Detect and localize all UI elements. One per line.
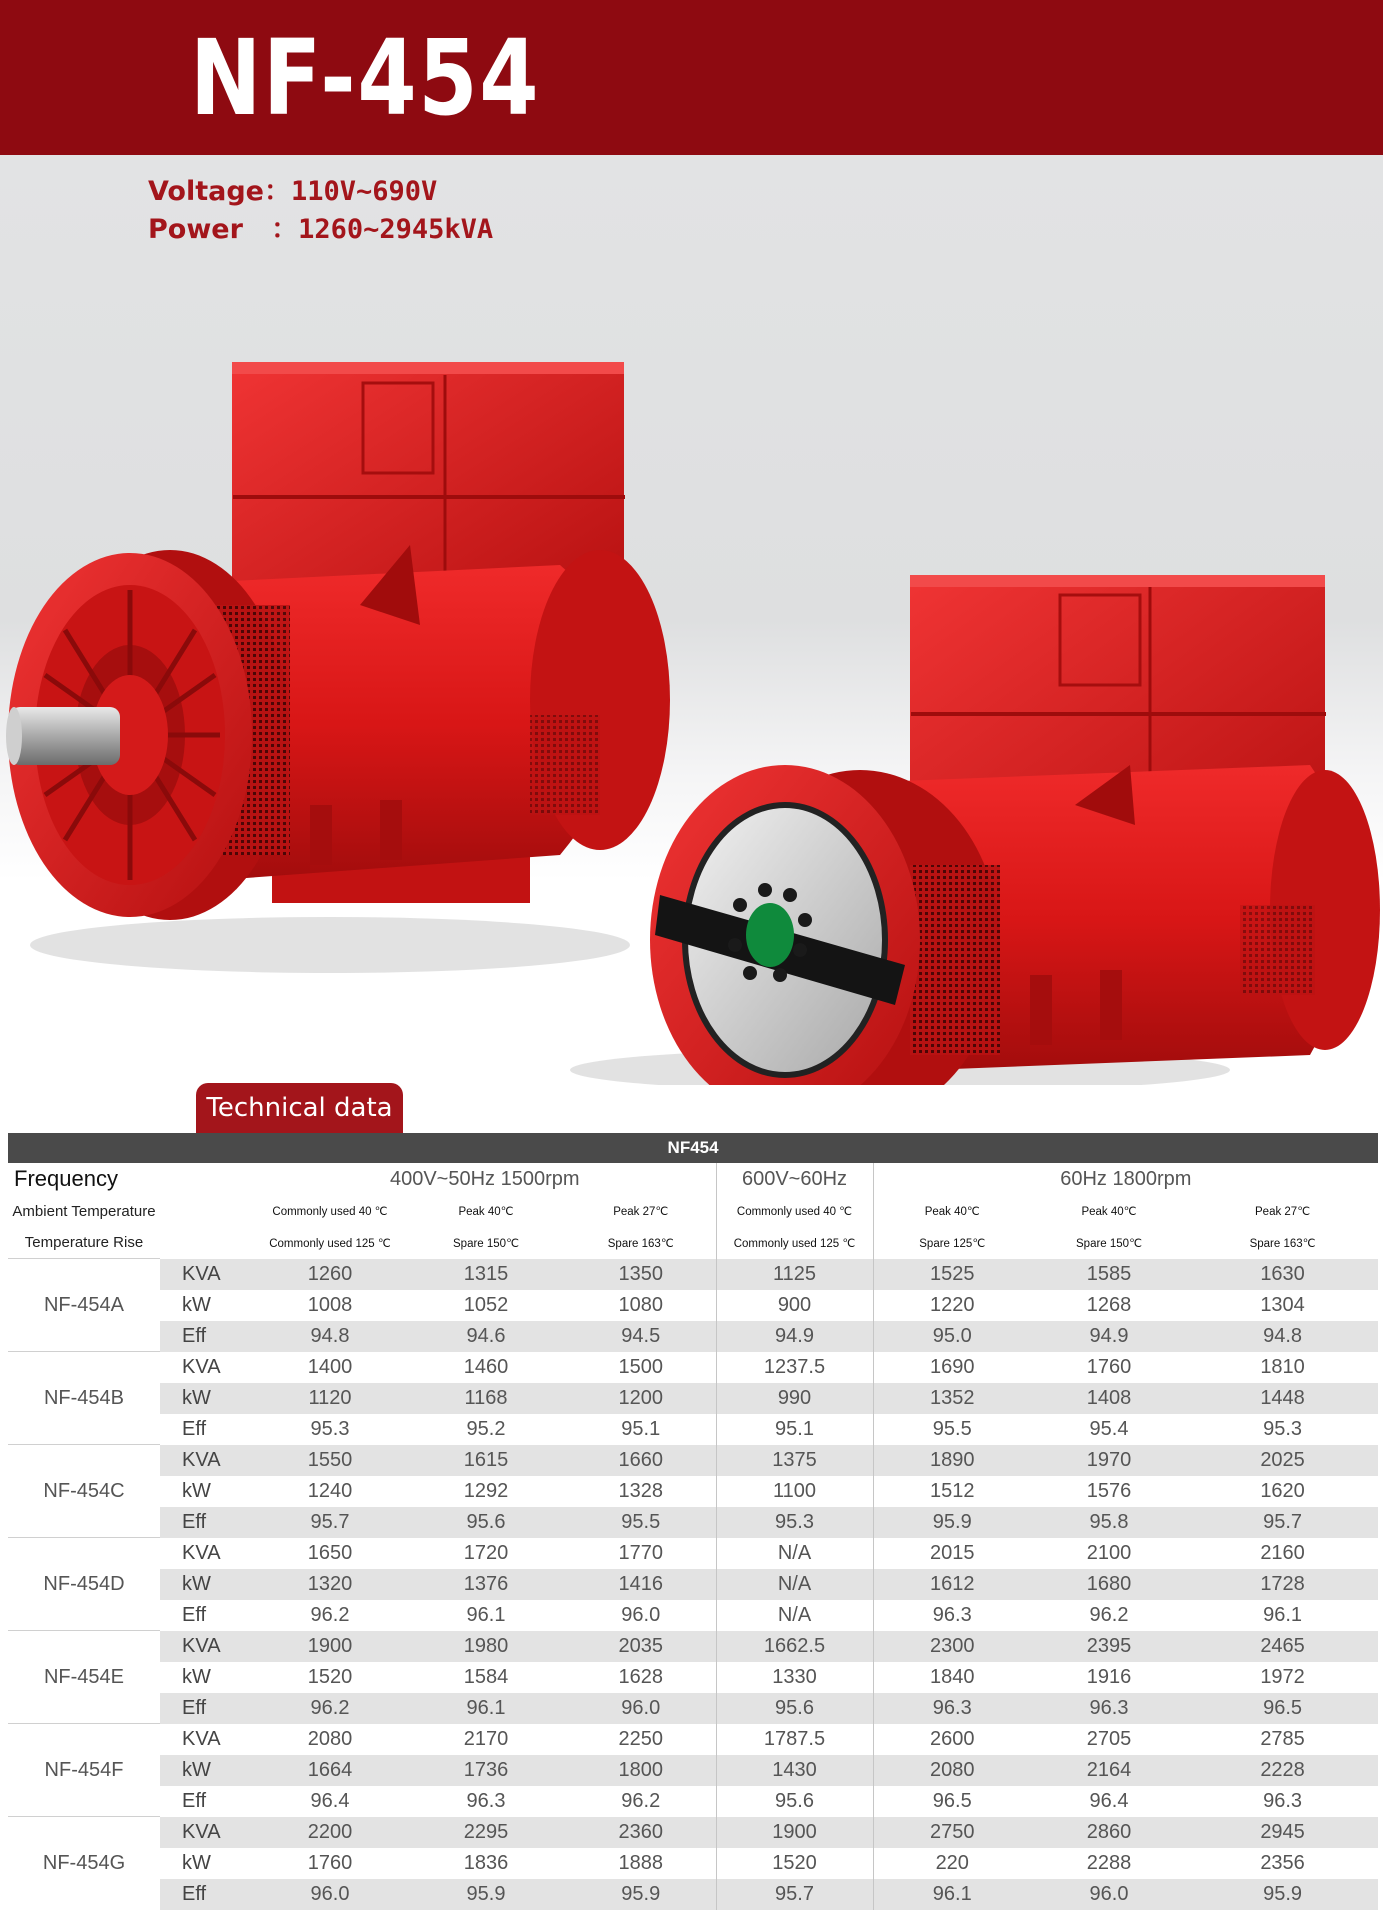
metric-label-cell: KVA [182,1355,221,1378]
value-cell: 1525 [873,1259,1031,1290]
value-cell: 1720 [463,1541,509,1564]
table-row [8,1879,1378,1910]
table-row [8,1848,1378,1879]
value-cell: 1052 [463,1293,509,1316]
value-cell: 95.6 [716,1693,873,1724]
value-cell: 95.9 [873,1507,1031,1538]
value-cell: 1660 [566,1445,716,1476]
ambient-cell: Peak 27℃ [1255,1206,1311,1218]
value-cell: 95.9 [566,1879,716,1910]
rise-cell: Commonly used 125 ℃ [269,1237,391,1250]
value-cell: 1350 [566,1259,716,1290]
ambient-temperature-label: Ambient Temperature [12,1202,156,1220]
value-cell: 95.8 [1031,1507,1187,1538]
metric-label-cell: Eff [160,1321,254,1352]
value-cell: 94.9 [1031,1321,1187,1352]
table-row [8,1352,1378,1383]
technical-data-tab: Technical data [196,1083,403,1133]
value-cell: 1304 [1260,1293,1305,1316]
value-cell: 1916 [1086,1665,1132,1688]
value-cell: 2025 [1187,1445,1378,1476]
metric-label-cell: kW [160,1383,254,1414]
value-cell: 2785 [1260,1727,1305,1750]
value-cell: 2035 [566,1631,716,1662]
metric-label-cell: Eff [160,1507,254,1538]
value-cell: 95.3 [1263,1417,1303,1440]
table-row [8,1321,1378,1352]
power-value: 1260~2945kVA [298,214,494,245]
table-title-row [8,1133,1378,1163]
voltage-label: Voltage： [148,176,291,207]
value-cell: 95.7 [254,1507,406,1538]
value-cell: 1080 [566,1290,716,1321]
value-cell: 96.0 [566,1693,716,1724]
value-cell: 2160 [1260,1541,1305,1564]
metric-label-cell: KVA [160,1445,254,1476]
value-cell: 1810 [1260,1355,1305,1378]
value-cell: 1512 [930,1479,975,1502]
value-cell: 1125 [716,1259,873,1290]
value-cell: 1728 [1187,1569,1378,1600]
frequency-row [8,1163,1378,1195]
table-row [8,1786,1378,1817]
value-cell: 1576 [1086,1479,1132,1502]
value-cell: 1980 [406,1631,566,1662]
value-cell: 96.1 [406,1693,566,1724]
value-cell: 1970 [1031,1445,1187,1476]
value-cell: 96.4 [310,1789,350,1812]
value-cell: 1836 [463,1851,509,1874]
value-cell: 1800 [566,1755,716,1786]
value-cell: 1664 [254,1755,406,1786]
ambient-cell: Commonly used 40 ℃ [272,1206,388,1218]
value-cell: 1430 [716,1755,873,1786]
table-row [8,1631,1378,1662]
value-cell: 990 [716,1383,873,1414]
value-cell: 1900 [254,1631,406,1662]
rise-cell: Spare 125℃ [919,1237,986,1250]
value-cell: 1615 [406,1445,566,1476]
model-name-cell: NF-454C [8,1445,160,1538]
value-cell: 1200 [566,1383,716,1414]
value-cell: 1972 [1260,1665,1305,1688]
value-cell: 1787.5 [716,1724,873,1755]
product-hero [0,155,1383,1085]
value-cell: 96.1 [466,1603,506,1626]
value-cell: 900 [716,1290,873,1321]
value-cell: 1760 [1086,1355,1132,1378]
metric-label-cell: Eff [160,1879,254,1910]
table-row [8,1383,1378,1414]
value-cell: 95.6 [716,1786,873,1817]
value-cell: 2164 [1031,1755,1187,1786]
metric-label-cell: kW [182,1665,211,1688]
value-cell: 2080 [873,1755,1031,1786]
value-cell: 1840 [930,1665,975,1688]
table-row [8,1414,1378,1445]
value-cell: 1100 [716,1476,873,1507]
value-cell: 1460 [463,1355,509,1378]
rise-cell: Spare 150℃ [1076,1237,1142,1250]
generator-right [570,575,1380,1085]
metric-label-cell: KVA [160,1817,254,1848]
table-row [8,1476,1378,1507]
model-name-cell: NF-454A [8,1259,160,1352]
ambient-cell: Peak 40℃ [924,1206,980,1218]
metric-label-cell: Eff [182,1789,207,1812]
value-cell: 1770 [566,1538,716,1569]
table-row [8,1600,1378,1631]
table-row [8,1290,1378,1321]
freq-60hz-1800rpm-header: 60Hz 1800rpm [1060,1167,1192,1190]
value-cell: 1320 [254,1569,406,1600]
value-cell: 1662.5 [716,1631,873,1662]
freq-600v-60hz-header: 600V~60Hz [716,1163,873,1195]
table-row [8,1445,1378,1476]
value-cell: 96.3 [873,1693,1031,1724]
ambient-cell: Commonly used 40 ℃ [716,1195,873,1227]
metric-label-cell: kW [182,1293,211,1316]
value-cell: 1400 [307,1355,353,1378]
rise-cell: Spare 150℃ [453,1237,519,1250]
value-cell: 1520 [307,1665,353,1688]
value-cell: 2250 [566,1724,716,1755]
value-cell: 95.6 [406,1507,566,1538]
value-cell: 1550 [254,1445,406,1476]
value-cell: 1328 [566,1476,716,1507]
rise-cell: Commonly used 125 ℃ [716,1227,873,1259]
power-label: Power ： [148,214,299,245]
value-cell: 95.9 [406,1879,566,1910]
value-cell: 2015 [930,1541,975,1564]
value-cell: 96.0 [1031,1879,1187,1910]
value-cell: 1237.5 [716,1352,873,1383]
value-cell: 1008 [307,1293,353,1316]
freq-50hz-header: 400V~50Hz 1500rpm [254,1163,716,1195]
ambient-row [8,1195,1378,1227]
value-cell: 1585 [1031,1259,1187,1290]
value-cell: 1520 [716,1848,873,1879]
value-cell: 96.2 [254,1693,406,1724]
value-cell: 2080 [307,1727,353,1750]
temperature-rise-row [8,1227,1378,1259]
value-cell: 2170 [463,1727,509,1750]
value-cell: 1416 [566,1569,716,1600]
value-cell: 2356 [1260,1851,1305,1874]
value-cell: 94.6 [406,1321,566,1352]
model-name-cell: NF-454E [8,1631,160,1724]
value-cell: 96.1 [873,1879,1031,1910]
voltage-value: 110V~690V [291,176,438,207]
value-cell: 96.3 [1263,1789,1303,1812]
header-band [0,0,1383,155]
generator-product-image [0,245,1383,1085]
table-row [8,1507,1378,1538]
value-cell: 95.5 [566,1507,716,1538]
value-cell: 95.3 [716,1507,873,1538]
value-cell: 1315 [406,1259,566,1290]
table-row [8,1538,1378,1569]
value-cell: 2860 [1031,1817,1187,1848]
value-cell: 1168 [406,1383,566,1414]
ambient-cell: Peak 40℃ [458,1206,514,1218]
value-cell: 1292 [463,1479,509,1502]
power-spec [148,207,493,246]
table-row [8,1724,1378,1755]
value-cell: 96.5 [932,1789,972,1812]
metric-label-cell: KVA [160,1259,254,1290]
value-cell: 94.8 [254,1321,406,1352]
table-row [8,1259,1378,1290]
value-cell: 94.5 [566,1321,716,1352]
frequency-label: Frequency [14,1166,118,1191]
value-cell: 1584 [463,1665,509,1688]
value-cell: 2228 [1187,1755,1378,1786]
metric-label-cell: KVA [182,1727,221,1750]
value-cell: 96.5 [1187,1693,1378,1724]
value-cell: 1890 [873,1445,1031,1476]
model-title: NF-454 [190,17,541,139]
value-cell: 1620 [1260,1479,1305,1502]
model-name-cell: NF-454F [8,1724,160,1817]
metric-label-cell: kW [182,1479,211,1502]
value-cell: 2750 [873,1817,1031,1848]
table-row [8,1817,1378,1848]
value-cell: 1268 [1086,1293,1132,1316]
value-cell: N/A [716,1569,873,1600]
value-cell: 2295 [406,1817,566,1848]
value-cell: 1330 [716,1662,873,1693]
temperature-rise-label: Temperature Rise [24,1234,144,1251]
value-cell: 2100 [1086,1541,1132,1564]
table-row [8,1662,1378,1693]
technical-data-table [8,1133,1378,1910]
metric-label-cell: kW [182,1851,211,1874]
value-cell: 2395 [1031,1631,1187,1662]
value-cell: 94.8 [1187,1321,1378,1352]
value-cell: 2360 [566,1817,716,1848]
value-cell: 2945 [1187,1817,1378,1848]
value-cell: 1408 [1031,1383,1187,1414]
table-row [8,1569,1378,1600]
value-cell: 96.0 [254,1879,406,1910]
value-cell: 1220 [930,1293,975,1316]
value-cell: 1240 [307,1479,353,1502]
value-cell: 2600 [930,1727,975,1750]
voltage-spec [148,169,437,208]
rise-cell: Spare 163℃ [566,1227,716,1259]
value-cell: 1680 [1031,1569,1187,1600]
value-cell: 1650 [307,1541,353,1564]
value-cell: 95.0 [873,1321,1031,1352]
table-title: NF454 [8,1133,1378,1163]
value-cell: 95.5 [932,1417,972,1440]
value-cell: 1736 [406,1755,566,1786]
value-cell: 1760 [307,1851,353,1874]
value-cell: 96.3 [1031,1693,1187,1724]
value-cell: 96.3 [932,1603,972,1626]
value-cell: 94.9 [716,1321,873,1352]
model-name-cell: NF-454D [8,1538,160,1631]
value-cell: N/A [716,1538,873,1569]
value-cell: 1888 [566,1848,716,1879]
table-row [8,1693,1378,1724]
metric-label-cell: kW [160,1755,254,1786]
value-cell: 2200 [254,1817,406,1848]
value-cell: 95.4 [1089,1417,1129,1440]
value-cell: 1900 [716,1817,873,1848]
value-cell: 96.2 [1089,1603,1129,1626]
value-cell: 95.3 [310,1417,350,1440]
value-cell: 1120 [254,1383,406,1414]
value-cell: 1448 [1187,1383,1378,1414]
value-cell: 1628 [566,1662,716,1693]
value-cell: 1352 [873,1383,1031,1414]
value-cell: 96.2 [566,1786,716,1817]
value-cell: 1500 [566,1352,716,1383]
value-cell: 96.0 [566,1600,716,1631]
metric-label-cell: Eff [182,1417,207,1440]
value-cell: 220 [935,1851,969,1874]
rise-cell: Spare 163℃ [1249,1237,1316,1250]
generator-left [6,362,670,973]
value-cell: 95.1 [566,1414,716,1445]
value-cell: 1612 [873,1569,1031,1600]
value-cell: 1260 [254,1259,406,1290]
value-cell: 96.3 [466,1789,506,1812]
metric-label-cell: Eff [182,1603,207,1626]
value-cell: 1690 [930,1355,975,1378]
value-cell: 96.1 [1263,1603,1303,1626]
metric-label-cell: kW [160,1569,254,1600]
value-cell: 95.2 [466,1417,506,1440]
value-cell: 95.1 [716,1414,873,1445]
model-name-cell: NF-454B [8,1352,160,1445]
value-cell: 1375 [716,1445,873,1476]
table-row [8,1755,1378,1786]
value-cell: 95.9 [1187,1879,1378,1910]
value-cell: 96.2 [310,1603,350,1626]
value-cell: 1376 [406,1569,566,1600]
ambient-cell: Peak 27℃ [566,1195,716,1227]
value-cell: 2705 [1086,1727,1132,1750]
metric-label-cell: Eff [160,1693,254,1724]
model-name-cell: NF-454G [8,1817,160,1910]
value-cell: 1630 [1187,1259,1378,1290]
metric-label-cell: KVA [160,1631,254,1662]
value-cell: 96.4 [1089,1789,1129,1812]
value-cell: N/A [716,1600,873,1631]
metric-label-cell: KVA [182,1541,221,1564]
value-cell: 95.7 [1187,1507,1378,1538]
value-cell: 2300 [873,1631,1031,1662]
value-cell: 2288 [1086,1851,1132,1874]
ambient-cell: Peak 40℃ [1081,1206,1137,1218]
value-cell: 95.7 [716,1879,873,1910]
value-cell: 2465 [1187,1631,1378,1662]
